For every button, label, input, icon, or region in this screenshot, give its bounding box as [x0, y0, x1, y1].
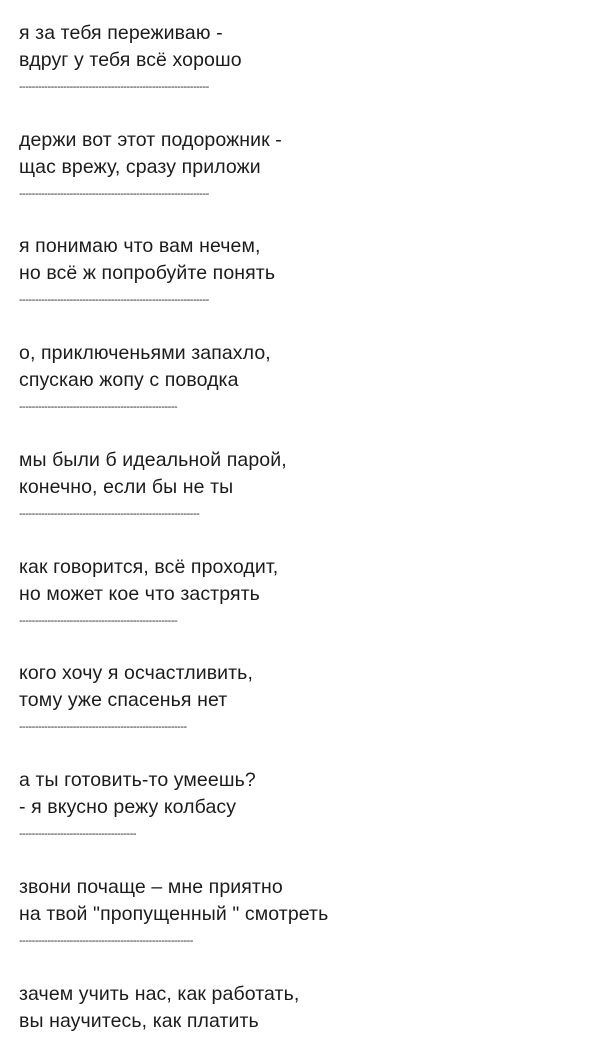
verse-block — [19, 127, 579, 201]
dashed-separator: --------------------------------------------------------- — [19, 508, 200, 520]
verse-block — [19, 447, 579, 521]
verse-block — [19, 767, 579, 841]
verse-block — [19, 233, 579, 307]
verse-line: кого хочу я осчастливить, — [19, 662, 253, 684]
verse-block — [19, 660, 579, 734]
verse-block — [19, 340, 579, 414]
verse-block — [19, 874, 579, 948]
verse-line: спускаю жопу с поводка — [19, 369, 239, 391]
verse-line: но может кое что застрять — [19, 583, 260, 605]
verse-line: на твой "пропущенный " смотреть — [19, 903, 329, 925]
dashed-separator: -------------------------------------------------- — [19, 401, 178, 413]
verse-line: тому уже спасенья нет — [19, 689, 228, 711]
verse-line: звони почаще – мне приятно — [19, 876, 283, 898]
verse-line: - я вкусно режу колбасу — [19, 796, 237, 818]
verse-line: вы научитесь, как платить — [19, 1010, 259, 1032]
dashed-separator: ----------------------------------------------------- — [19, 721, 187, 733]
verse-line: как говорится, всё проходит, — [19, 556, 279, 578]
verse-line: вдруг у тебя всё хорошо — [19, 49, 242, 71]
verse-block — [19, 20, 579, 94]
dashed-separator: -------------------------------------------------- — [19, 615, 178, 627]
verse-line: держи вот этот подорожник - — [19, 129, 282, 151]
dashed-separator: ------------------------------------------------------------ — [19, 188, 209, 200]
dashed-separator: ------------------------------------- — [19, 828, 137, 840]
verse-line: я понимаю что вам нечем, — [19, 235, 261, 257]
verse-block — [19, 554, 579, 628]
verse-line: мы были б идеальной парой, — [19, 449, 287, 471]
verse-line: я за тебя переживаю - — [19, 22, 223, 44]
verse-line: но всё ж попробуйте понять — [19, 262, 276, 284]
verse-line: щас врежу, сразу приложи — [19, 156, 261, 178]
dashed-separator: ------------------------------------------------------- — [19, 935, 193, 947]
verse-line: а ты готовить-то умеешь? — [19, 769, 256, 791]
dashed-separator: ------------------------------------------------------------ — [19, 294, 209, 306]
verse-line: конечно, если бы не ты — [19, 476, 234, 498]
verse-line: о, приключеньями запахло, — [19, 342, 271, 364]
dashed-separator: ------------------------------------------------------------ — [19, 81, 209, 93]
verse-block — [19, 981, 579, 1035]
verse-line: зачем учить нас, как работать, — [19, 983, 300, 1005]
